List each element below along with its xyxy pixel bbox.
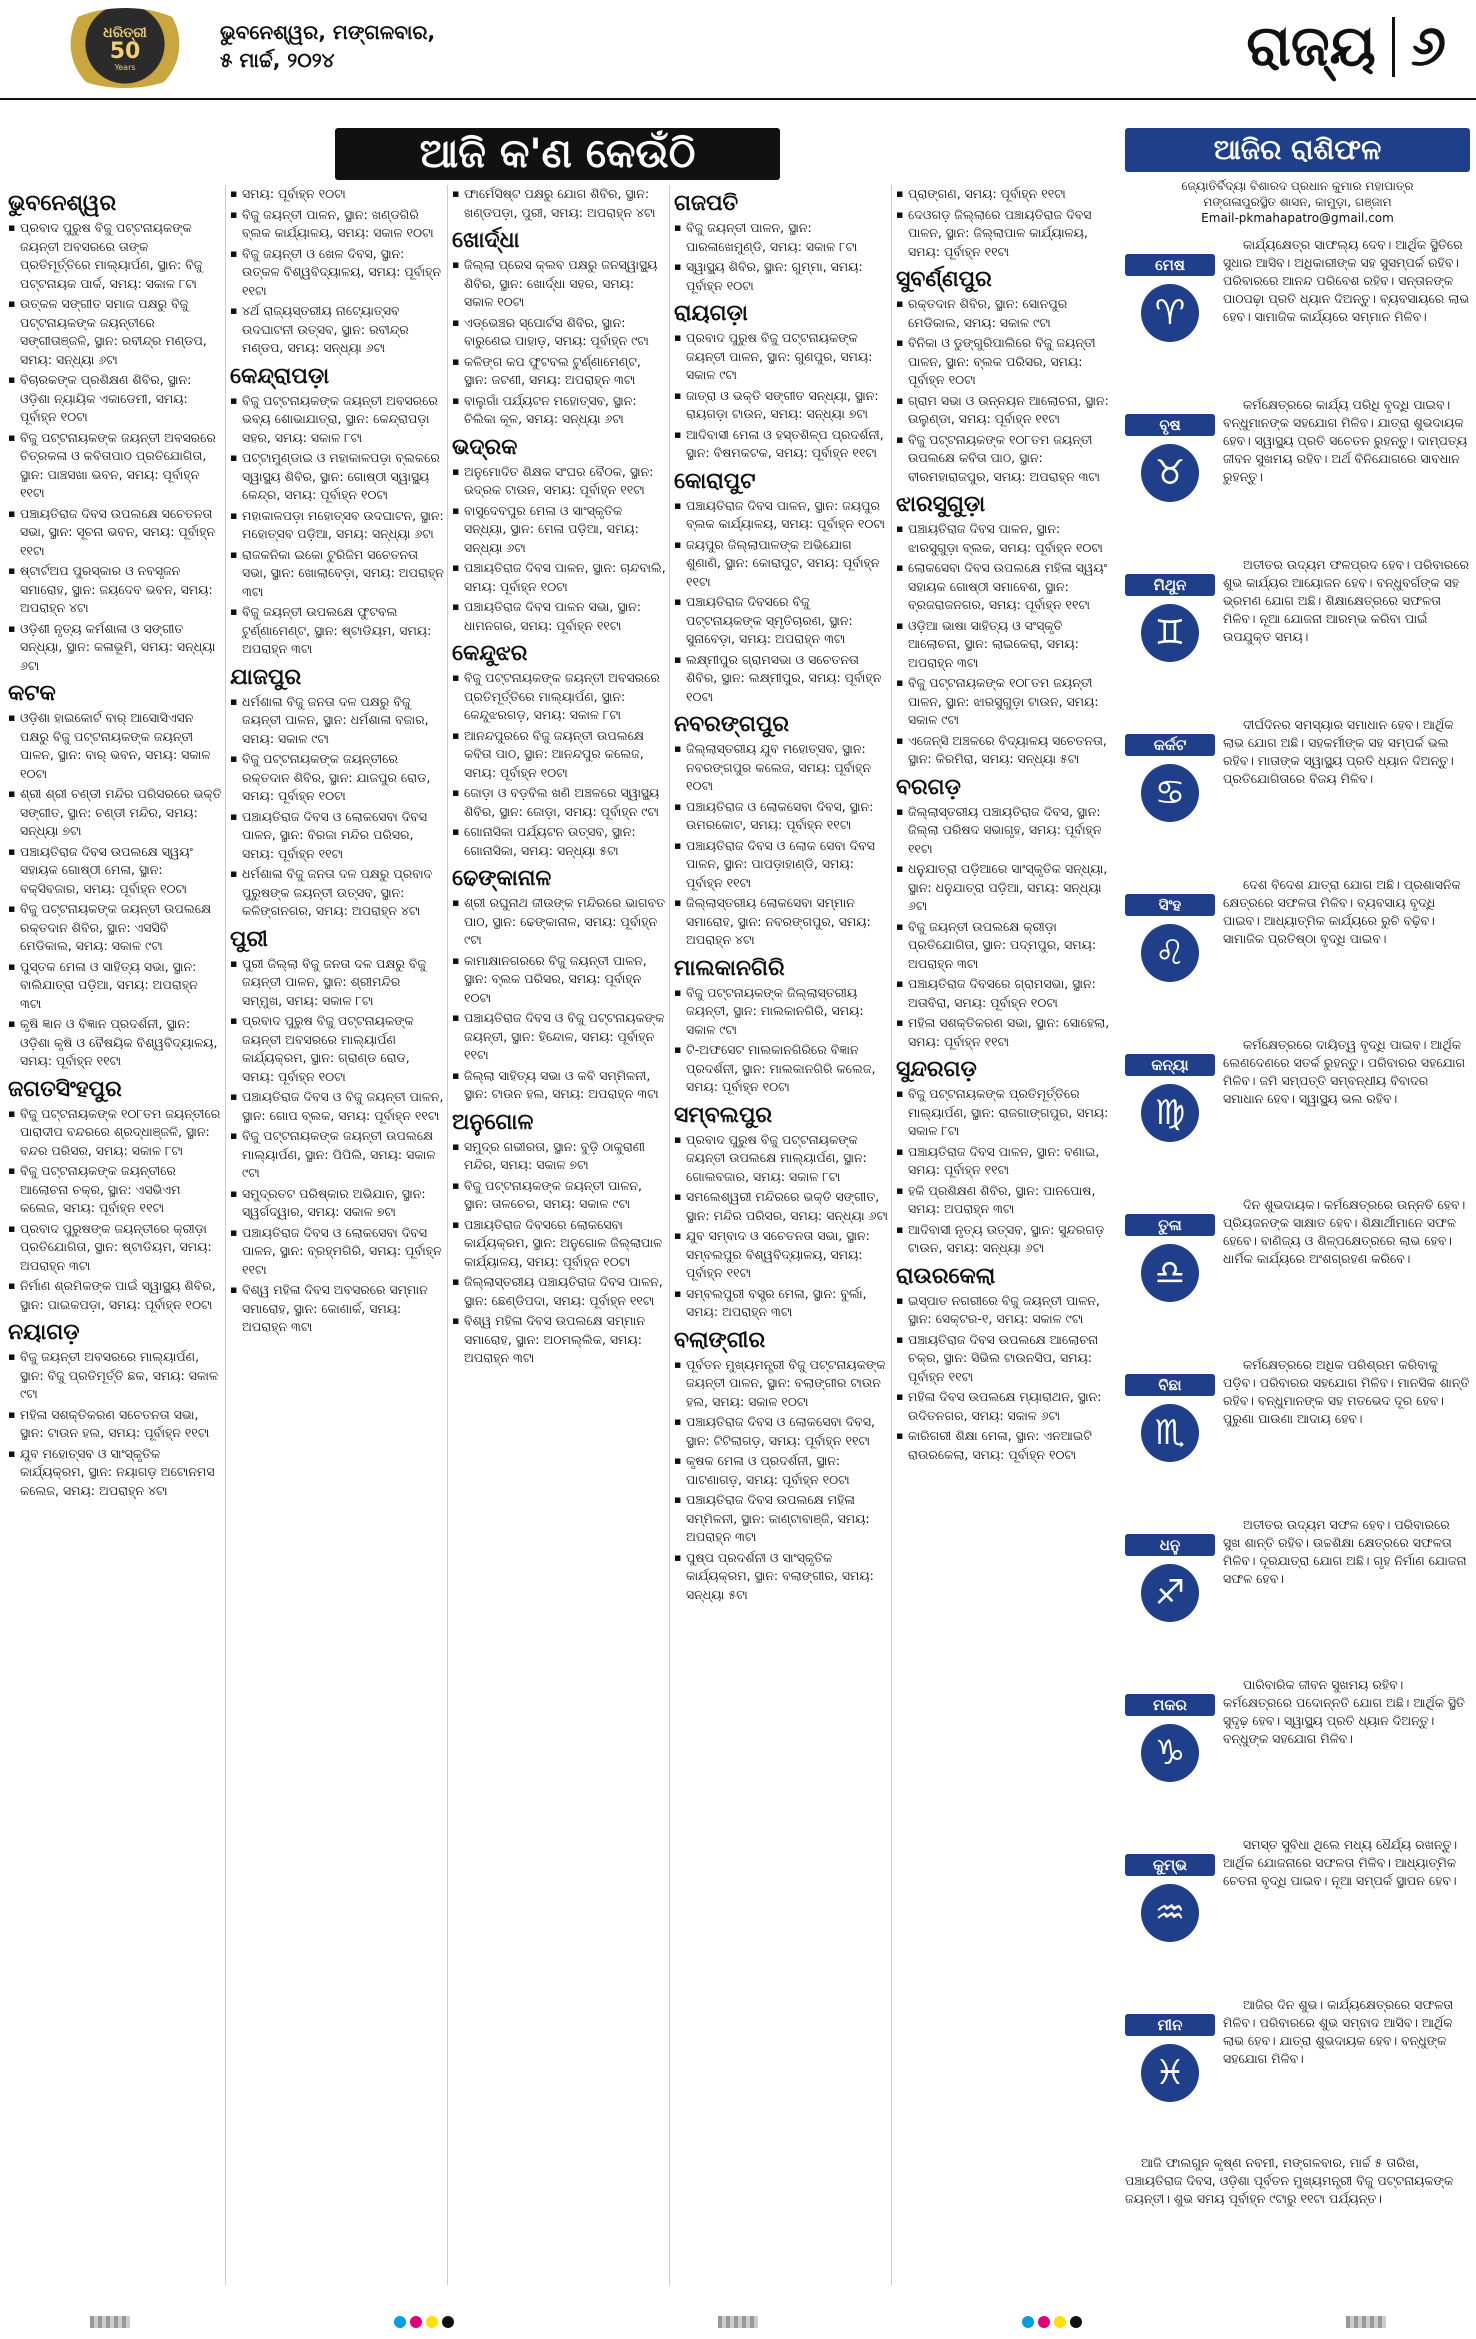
sign-prediction: ଆଜିର ଦିନ ଶୁଭ। କାର୍ଯ୍ୟକ୍ଷେତ୍ରରେ ସଫଳତା ମିଳିବ। ପରିବାରରେ ଶୁଭ ସମ୍ବାଦ ଆସିବ। ଆର୍ଥିକ ଲାଭ ହେବ। ଯାତ୍ରା ଶୁଭଦାୟକ ହେବ। ବନ୍ଧୁଙ୍କ ସହଯୋଗ ମିଳିବ।	[1223, 1997, 1454, 2066]
district-heading: ବରଗଡ଼	[896, 774, 961, 800]
event-item: ▪ ପୁସ୍ତକ ମେଳା ଓ ସାହିତ୍ୟ ସଭା, ସ୍ଥାନ: ବାଲିଯାତ୍ରା ପଡ଼ିଆ, ସମୟ: ଅପରାହ୍ନ ୩ଟା	[8, 958, 222, 1014]
print-registration-bar	[0, 2312, 1476, 2332]
event-list	[230, 693, 444, 921]
district-heading: ନୟାଗଡ଼	[8, 1320, 80, 1345]
events-banner: ଆଜି କ'ଣ କେଉଁଠି	[335, 128, 780, 180]
event-item: ▪ ହକି ପ୍ରଶିକ୍ଷଣ ଶିବିର, ସ୍ଥାନ: ପାନପୋଷ, ସମୟ: ଅପରାହ୍ନ ୩ଟା	[896, 1182, 1110, 1219]
event-item: ▪ ମହାକାଳପଡ଼ା ମହୋତ୍ସବ ଉଦଘାଟନ, ସ୍ଥାନ: ମହୋତ୍ସବ ପଡ଼ିଆ, ସମୟ: ସନ୍ଧ୍ୟା ୬ଟା	[230, 507, 444, 544]
event-list	[674, 740, 888, 950]
event-item: ▪ ଟି-ଅଫସେଟ ମାଲକାନଗିରିରେ ବିଜ୍ଞାନ ପ୍ରଦର୍ଶନୀ, ସ୍ଥାନ: ମାଲକାନଗିରି କଲେଜ, ସମୟ: ପୂର୍ବାହ୍ନ ୧୦ଟା	[674, 1041, 888, 1097]
event-item: ▪ ବିଜୁ ପଟ୍ଟନାୟକଙ୍କ ଜିଲ୍ଲାସ୍ତରୀୟ ଜୟନ୍ତୀ, ସ୍ଥାନ: ମାଲକାନଗିରି, ସମୟ: ସକାଳ ୯ଟା	[674, 984, 888, 1040]
event-list	[896, 185, 1110, 261]
event-item: ▪ ରାଜକନିକା ଇକୋ ଟୁରିଜିମ ସଚେତନତା ସଭା, ସ୍ଥାନ: ଖୋଲାବେଡ଼ା, ସମୟ: ଅପରାହ୍ନ ୩ଟା	[230, 546, 444, 602]
zodiac-icon: ♒	[1141, 1884, 1199, 1942]
events-column	[230, 185, 444, 1339]
column-divider	[669, 185, 670, 2285]
event-item: ▪ ପ୍ରବାଦ ପୁରୁଷ ବିଜୁ ପଟ୍ଟନାୟକଙ୍କ ଜୟନ୍ତୀ ଉପଲକ୍ଷେ ମାଲ୍ୟାର୍ପଣ, ସ୍ଥାନ: ଗୋଲବଜାର, ସମୟ: ସକାଳ ୮ଟା	[674, 1131, 888, 1187]
horoscope-byline	[1125, 178, 1470, 226]
district-heading: ନବରଙ୍ଗପୁର	[674, 712, 790, 737]
event-item: ▪ ଗ୍ରାମ ସଭା ଓ ଉନ୍ନୟନ ଆଲୋଚନା, ସ୍ଥାନ: ଉଲୁଣ୍ଡା, ସମୟ: ପୂର୍ବାହ୍ନ ୧୧ଟା	[896, 392, 1110, 429]
zodiac-icon: ♌	[1141, 924, 1199, 982]
event-list	[230, 392, 444, 659]
event-item: ▪ ପ୍ରବାଦ ପୁରୁଷ ବିଜୁ ପଟ୍ଟନାୟକଙ୍କ ଜୟନ୍ତୀ ପାଳନ, ସ୍ଥାନ: ଗୁଣପୁର, ସମୟ: ସକାଳ ୯ଟା	[674, 329, 888, 385]
event-item: ▪ ଉତ୍କଳ ସଙ୍ଗୀତ ସମାଜ ପକ୍ଷରୁ ବିଜୁ ପଟ୍ଟନାୟକଙ୍କ ଜୟନ୍ତୀରେ ସଙ୍ଗୀତାଞ୍ଜଳି, ସ୍ଥାନ: ରବୀନ୍ଦ୍ର ମଣ୍ଡପ, ସମୟ: ସନ୍ଧ୍ୟା ୬ଟା	[8, 295, 222, 369]
event-item: ▪ ପଞ୍ଚାୟତିରାଜ ଦିବସରେ ଲୋକସେବା କାର୍ଯ୍ୟକ୍ରମ, ସ୍ଥାନ: ଅନୁଗୋଳ ଜିଲ୍ଲାପାଳ କାର୍ଯ୍ୟାଳୟ, ସମୟ: ପୂର୍ବାହ୍ନ ୧୦ଟା	[452, 1216, 666, 1272]
event-item: ▪ ଏଜେନ୍ସି ଅଞ୍ଚଳରେ ବିଦ୍ୟାଳୟ ସଚେତନତା, ସ୍ଥାନ: କିରମିରା, ସମୟ: ସନ୍ଧ୍ୟା ୫ଟା	[896, 732, 1110, 769]
sign-badge	[1125, 1854, 1215, 1942]
horoscope-entry	[1125, 1196, 1470, 1346]
event-item: ▪ ପଞ୍ଚାୟତିରାଜ ଦିବସରେ ଗ୍ରାମସଭା, ସ୍ଥାନ: ଅତାବିରା, ସମୟ: ପୂର୍ବାହ୍ନ ୧୦ଟା	[896, 975, 1110, 1012]
event-item: ▪ ପଞ୍ଚାୟତିରାଜ ଦିବସ ପାଳନ, ସ୍ଥାନ: ଜୟପୁର ବ୍ଲକ କାର୍ଯ୍ୟାଳୟ, ସମୟ: ପୂର୍ବାହ୍ନ ୧୦ଟା	[674, 497, 888, 534]
event-item: ▪ ଲକ୍ଷ୍ମୀପୁର ଗ୍ରାମସଭା ଓ ସଚେତନତା ଶିବିର, ସ୍ଥାନ: ଲକ୍ଷ୍ମୀପୁର, ସମୟ: ପୂର୍ବାହ୍ନ ୧୦ଟା	[674, 651, 888, 707]
event-item: ▪ ପଞ୍ଚାୟତିରାଜ ଓ ଲୋକସେବା ଦିବସ, ସ୍ଥାନ: ଉମରକୋଟ, ସମୟ: ପୂର୍ବାହ୍ନ ୧୧ଟା	[674, 798, 888, 835]
astrologer-name: ଜ୍ୟୋତିର୍ବିଦ୍ୟା ବିଶାରଦ ପ୍ରଧାନ କୁମାର ମହାପାତ୍ର	[1181, 179, 1414, 193]
dateline-date: ୫ ମାର୍ଚ୍ଚ, ୨୦୨୪	[220, 48, 335, 72]
events-column	[8, 185, 222, 1502]
zodiac-icon: ♍	[1141, 1084, 1199, 1142]
event-item: ▪ ପଞ୍ଚାୟତିରାଜ ଦିବସ ପାଳନ, ସ୍ଥାନ: ଝାରସୁଗୁଡ଼ା ବ୍ଲକ, ସମୟ: ପୂର୍ବାହ୍ନ ୧୦ଟା	[896, 520, 1110, 557]
event-item: ▪ ଯୁବ ମହୋତ୍ସବ ଓ ସାଂସ୍କୃତିକ କାର୍ଯ୍ୟକ୍ରମ, ସ୍ଥାନ: ନୟାଗଡ଼ ଅଟୋନମସ କଲେଜ, ସମୟ: ଅପରାହ୍ନ ୪ଟା	[8, 1445, 222, 1501]
event-item: ▪ ପ୍ରବାଦ ପୁରୁଷଙ୍କ ଜୟନ୍ତୀରେ କ୍ରୀଡ଼ା ପ୍ରତିଯୋଗିତା, ସ୍ଥାନ: ଷ୍ଟାଡିୟମ, ସମୟ: ଅପରାହ୍ନ ୩ଟା	[8, 1220, 222, 1276]
sign-name: ସିଂହ	[1125, 894, 1215, 916]
horoscope-signs	[1125, 236, 1470, 2146]
event-item: ▪ ପଞ୍ଚାୟତିରାଜ ଦିବସ ଓ ବିଜୁ ଜୟନ୍ତୀ ପାଳନ, ସ୍ଥାନ: ଗୋପ ବ୍ଲକ, ସମୟ: ପୂର୍ବାହ୍ନ ୧୧ଟା	[230, 1088, 444, 1125]
event-list	[674, 497, 888, 707]
event-item: ▪ ଫାର୍ମେସିଷ୍ଟ ପକ୍ଷରୁ ଯୋଗ ଶିବିର, ସ୍ଥାନ: ଖଣ୍ଡପଡ଼ା, ପୁରୀ, ସମୟ: ଅପରାହ୍ନ ୪ଟା	[452, 185, 666, 222]
event-item: ▪ ଧର୍ମଶାଳା ବିଜୁ ଜନତା ଦଳ ପକ୍ଷରୁ ବିଜୁ ଜୟନ୍ତୀ ପାଳନ, ସ୍ଥାନ: ଧର୍ମଶାଳା ବଜାର, ସମୟ: ସକାଳ ୯ଟା	[230, 693, 444, 749]
event-list	[674, 1356, 888, 1605]
events-column	[674, 185, 888, 1606]
section-title: ରାଜ୍ୟ	[1246, 14, 1376, 79]
astrologer-email: Email-pkmahapatro@gmail.com	[1201, 211, 1394, 225]
zodiac-icon: ♓	[1141, 2044, 1199, 2102]
header-divider	[1392, 17, 1395, 77]
district-heading: କେନ୍ଦୁଝର	[452, 641, 528, 666]
event-list	[674, 1131, 888, 1322]
event-item: ▪ ସମୁଦ୍ର ଗଭୀରତା, ସ୍ଥାନ: ବୁଡ଼ି ଠାକୁରାଣୀ ମନ୍ଦିର, ସମୟ: ସକାଳ ୭ଟା	[452, 1138, 666, 1175]
event-list	[230, 955, 444, 1337]
sign-name: ମୀନ	[1125, 2014, 1215, 2036]
event-item: ▪ ଓଡ଼ିଆ ଭାଷା ସାହିତ୍ୟ ଓ ସଂସ୍କୃତି ଆଲୋଚନା, ସ୍ଥାନ: ଲାଇକେରା, ସମୟ: ଅପରାହ୍ନ ୩ଟା	[896, 617, 1110, 673]
district-heading: କେନ୍ଦ୍ରାପଡ଼ା	[230, 363, 330, 389]
event-item: ▪ ଜାତ୍ରା ଓ ଭକ୍ତି ସଙ୍ଗୀତ ସନ୍ଧ୍ୟା, ସ୍ଥାନ: ରାୟଗଡ଼ା ଟାଉନ, ସମୟ: ସନ୍ଧ୍ୟା ୭ଟା	[674, 387, 888, 424]
event-item: ▪ ପଞ୍ଚାୟତିରାଜ ଦିବସରେ ବିଜୁ ପଟ୍ଟନାୟକଙ୍କ ସ୍ମୃତିଚାରଣ, ସ୍ଥାନ: ସୁନାବେଡ଼ା, ସମୟ: ଅପରାହ୍ନ ୩ଟା	[674, 593, 888, 649]
event-list	[452, 894, 666, 1104]
event-item: ▪ ବିଚାରକଙ୍କ ପ୍ରଶିକ୍ଷଣ ଶିବିର, ସ୍ଥାନ: ଓଡ଼ିଶା ନ୍ୟାୟିକ ଏକାଡେମୀ, ସମୟ: ପୂର୍ବାହ୍ନ ୧୦ଟା	[8, 371, 222, 427]
event-item: ▪ ପୂର୍ବତନ ମୁଖ୍ୟମନ୍ତ୍ରୀ ବିଜୁ ପଟ୍ଟନାୟକଙ୍କ ଜୟନ୍ତୀ ପାଳନ, ସ୍ଥାନ: ବଲାଙ୍ଗୀର ଟାଉନ ହଲ, ସମୟ: ସକାଳ ୧୦ଟା	[674, 1356, 888, 1412]
sign-name: କନ୍ୟା	[1125, 1054, 1215, 1076]
district-heading: ରାଉରକେଲା	[896, 1263, 996, 1289]
sign-badge	[1125, 414, 1215, 502]
event-item: ▪ ସମଲେଶ୍ୱରୀ ମନ୍ଦିରରେ ଭକ୍ତି ସଙ୍ଗୀତ, ସ୍ଥାନ: ମନ୍ଦିର ପରିସର, ସମୟ: ସନ୍ଧ୍ୟା ୬ଟା	[674, 1188, 888, 1225]
dateline-place: ଭୁବନେଶ୍ୱର, ମଙ୍ଗଳବାର,	[220, 20, 436, 44]
event-item: ▪ ସମ୍ବଲପୁରୀ ବସ୍ତ୍ର ମେଳା, ସ୍ଥାନ: ବୁର୍ଲା, ସମୟ: ଅପରାହ୍ନ ୩ଟା	[674, 1285, 888, 1322]
sign-name: ଧନୁ	[1125, 1534, 1215, 1556]
event-item: ▪ ବିଜୁ ପଟ୍ଟନାୟକଙ୍କ ଜୟନ୍ତୀ ପାଳନ, ସ୍ଥାନ: ତାଳଚେର, ସମୟ: ସକାଳ ୯ଟା	[452, 1177, 666, 1214]
zodiac-icon: ♈	[1141, 284, 1199, 342]
district-heading: ଝାରସୁଗୁଡ଼ା	[896, 492, 986, 517]
sign-name: ତୁଳା	[1125, 1214, 1215, 1236]
event-item: ▪ ଧର୍ମଶାଳା ବିଜୁ ଜନତା ଦଳ ପକ୍ଷରୁ ପ୍ରବାଦ ପୁରୁଷଙ୍କ ଜୟନ୍ତୀ ଉତ୍ସବ, ସ୍ଥାନ: କଳିଙ୍ଗନଗର, ସମୟ: ଅପରାହ୍ନ ୪ଟା	[230, 865, 444, 921]
sign-badge	[1125, 1214, 1215, 1302]
event-item: ▪ ରକ୍ତଦାନ ଶିବିର, ସ୍ଥାନ: ସୋନପୁର ମେଡିକାଲ, ସମୟ: ସକାଳ ୯ଟା	[896, 295, 1110, 332]
event-list	[452, 463, 666, 636]
zodiac-icon: ♊	[1141, 604, 1199, 662]
seal-number: 50	[109, 38, 141, 64]
event-list	[896, 803, 1110, 1052]
event-item: ▪ ପଞ୍ଚାୟତିରାଜ ଦିବସ ଉପଲକ୍ଷେ ସ୍ୱୟଂ ସହାୟକ ଗୋଷ୍ଠୀ ମେଳା, ସ୍ଥାନ: ବକ୍ସିବଜାର, ସମୟ: ପୂର୍ବାହ୍ନ ୧୦ଟା	[8, 843, 222, 899]
event-item: ▪ ବିଜୁ ପଟ୍ଟନାୟକଙ୍କ ଜୟନ୍ତୀ ଅବସରରେ ଭବ୍ୟ ଶୋଭାଯାତ୍ରା, ସ୍ଥାନ: କେନ୍ଦ୍ରାପଡ଼ା ସହର, ସମୟ: ସକାଳ ୮ଟା	[230, 392, 444, 448]
event-item: ▪ ବିଜୁ ପଟ୍ଟନାୟକଙ୍କ ୧୦୮ତମ ଜୟନ୍ତୀରେ ପାରାଦୀପ ବନ୍ଦରରେ ଶ୍ରଦ୍ଧାଞ୍ଜଳି, ସ୍ଥାନ: ବନ୍ଦର ପରିସର, ସମୟ: ସକାଳ ୮ଟା	[8, 1105, 222, 1161]
zodiac-icon: ♑	[1141, 1724, 1199, 1782]
almanac-note: ଆଜି ଫାଲଗୁନ କୃଷ୍ଣ ନବମୀ, ମଙ୍ଗଳବାର, ମାର୍ଚ୍ଚ ୫ ତାରିଖ, ପଞ୍ଚାୟତିରାଜ ଦିବସ, ଓଡ଼ିଶା ପୂର୍ବତନ ମୁଖ୍ୟମନ୍ତ୍ରୀ ବିଜୁ ପଟ୍ଟନାୟକଙ୍କ ଜୟନ୍ତୀ। ଶୁଭ ସମୟ ପୂର୍ବାହ୍ନ ୯ଟାରୁ ୧୧ଟା ପର୍ଯ୍ୟନ୍ତ।	[1125, 2155, 1454, 2206]
event-item: ▪ ଅନୁମୋଦିତ ଶିକ୍ଷକ ସଂଘର ବୈଠକ, ସ୍ଥାନ: ଭଦ୍ରକ ଟାଉନ, ସମୟ: ପୂର୍ବାହ୍ନ ୧୧ଟା	[452, 463, 666, 500]
events-column	[896, 185, 1110, 1466]
event-item: ▪ ସମୟ: ପୂର୍ବାହ୍ନ ୧୦ଟା	[230, 185, 444, 204]
sign-prediction: କର୍ମକ୍ଷେତ୍ରରେ କାର୍ଯ୍ୟ ପରିଧି ବୃଦ୍ଧି ପାଇବ। ବନ୍ଧୁମାନଙ୍କ ସହଯୋଗ ମିଳିବ। ଯାତ୍ରା ଶୁଭଦାୟକ ହେବ। ସ୍ୱାସ୍ଥ୍ୟ ପ୍ରତି ସଚେତନ ରୁହନ୍ତୁ। ଦାମ୍ପତ୍ୟ ଜୀବନ ସୁଖମୟ ରହିବ। ଅର୍ଥ ବିନିଯୋଗରେ ସାବଧାନ ରୁହନ୍ତୁ।	[1223, 397, 1468, 484]
event-item: ▪ ବିଜୁ ପଟ୍ଟନାୟକଙ୍କ ଜୟନ୍ତୀରେ ରକ୍ତଦାନ ଶିବିର, ସ୍ଥାନ: ଯାଜପୁର ରୋଡ, ସମୟ: ପୂର୍ବାହ୍ନ ୧୦ଟା	[230, 750, 444, 806]
event-item: ▪ ବିଜୁ ପଟ୍ଟନାୟକଙ୍କ ୧୦୮ତମ ଜୟନ୍ତୀ ପାଳନ, ସ୍ଥାନ: ଝାରସୁଗୁଡ଼ା ଟାଉନ, ସମୟ: ସକାଳ ୯ଟା	[896, 674, 1110, 730]
event-list	[674, 219, 888, 295]
event-item: ▪ ଧନୁଯାତ୍ରା ପଡ଼ିଆରେ ସାଂସ୍କୃତିକ ସନ୍ଧ୍ୟା, ସ୍ଥାନ: ଧନୁଯାତ୍ରା ପଡ଼ିଆ, ସମୟ: ସନ୍ଧ୍ୟା ୬ଟା	[896, 860, 1110, 916]
event-item: ▪ ବାସୁଦେବପୁର ମେଳା ଓ ସାଂସ୍କୃତିକ ସନ୍ଧ୍ୟା, ସ୍ଥାନ: ମେଳା ପଡ଼ିଆ, ସମୟ: ସନ୍ଧ୍ୟା ୬ଟା	[452, 502, 666, 558]
anniversary-seal	[50, 8, 200, 88]
registration-gray	[90, 2316, 130, 2328]
sign-badge	[1125, 254, 1215, 342]
district-heading: ଖୋର୍ଦ୍ଧା	[452, 228, 520, 253]
horoscope-entry	[1125, 876, 1470, 1026]
event-list	[452, 256, 666, 429]
event-list	[896, 520, 1110, 769]
sign-prediction: ଅତୀତର ଉଦ୍ୟମ ସଫଳ ହେବ। ପରିବାରରେ ସୁଖ ଶାନ୍ତି ରହିବ। ଉଚ୍ଚଶିକ୍ଷା କ୍ଷେତ୍ରରେ ସଫଳତା ମିଳିବ। ଦୂରଯାତ୍ରା ଯୋଗ ଅଛି। ଗୃହ ନିର୍ମାଣ ଯୋଜନା ସଫଳ ହେବ।	[1223, 1517, 1467, 1586]
event-item: ▪ ଜିଲ୍ଲା ସାହିତ୍ୟ ସଭା ଓ କବି ସମ୍ମିଳନୀ, ସ୍ଥାନ: ଟାଉନ ହଲ, ସମୟ: ଅପରାହ୍ନ ୩ଟା	[452, 1067, 666, 1104]
sign-prediction: କର୍ମକ୍ଷେତ୍ରରେ ଅଧିକ ପରିଶ୍ରମ କରିବାକୁ ପଡ଼ିବ। ପରିବାରର ସହଯୋଗ ମିଳିବ। ମାନସିକ ଶାନ୍ତି ରହିବ। ବନ୍ଧୁମାନଙ୍କ ସହ ମତଭେଦ ଦୂର ହେବ। ପୁରୁଣା ପାଉଣା ଆଦାୟ ହେବ।	[1223, 1357, 1470, 1426]
event-item: ▪ ପଞ୍ଚାୟତିରାଜ ଦିବସ ଉପଲକ୍ଷେ ମହିଳା ସମ୍ମିଳନୀ, ସ୍ଥାନ: କାଣ୍ଟାବାଞ୍ଜି, ସମୟ: ଅପରାହ୍ନ ୩ଟା	[674, 1491, 888, 1547]
event-item: ▪ ବିଶ୍ୱ ମହିଳା ଦିବସ ଉପଲକ୍ଷେ ସମ୍ମାନ ସମାରୋହ, ସ୍ଥାନ: ଅଠମଲ୍ଲିକ, ସମୟ: ଅପରାହ୍ନ ୩ଟା	[452, 1312, 666, 1368]
event-item: ▪ ଓଡ଼ିଶା ହାଇକୋର୍ଟ ବାର୍ ଆସୋସିଏସନ ପକ୍ଷରୁ ବିଜୁ ପଟ୍ଟନାୟକଙ୍କ ଜୟନ୍ତୀ ପାଳନ, ସ୍ଥାନ: ବାର୍ ଭବନ, ସମୟ: ସକାଳ ୧୦ଟା	[8, 709, 222, 783]
event-item: ▪ ପ୍ରାଙ୍ଗଣ, ସମୟ: ପୂର୍ବାହ୍ନ ୧୧ଟା	[896, 185, 1110, 204]
event-item: ▪ ଲୋକସେବା ଦିବସ ଉପଲକ୍ଷେ ମହିଳା ସ୍ୱୟଂ ସହାୟକ ଗୋଷ୍ଠୀ ସମାବେଶ, ସ୍ଥାନ: ବ୍ରଜରାଜନଗର, ସମୟ: ପୂର୍ବାହ୍ନ ୧୧ଟା	[896, 559, 1110, 615]
event-list	[8, 709, 222, 1071]
registration-gray	[718, 2316, 758, 2328]
sign-name: ମକର	[1125, 1694, 1215, 1716]
sign-badge	[1125, 1054, 1215, 1142]
event-item: ▪ ବିଜୁ ଜୟନ୍ତୀ ଅବସରରେ ମାଲ୍ୟାର୍ପଣ, ସ୍ଥାନ: ବିଜୁ ପ୍ରତିମୂର୍ତ୍ତି ଛକ, ସମୟ: ସକାଳ ୯ଟା	[8, 1348, 222, 1404]
horoscope-entry	[1125, 1356, 1470, 1506]
event-item: ▪ ବିଜୁ ଜୟନ୍ତୀ ଉପଲକ୍ଷେ କ୍ରୀଡ଼ା ପ୍ରତିଯୋଗିତା, ସ୍ଥାନ: ପଦ୍ମପୁର, ସମୟ: ଅପରାହ୍ନ ୩ଟା	[896, 918, 1110, 974]
horoscope-entry	[1125, 1996, 1470, 2146]
event-list	[452, 1138, 666, 1368]
event-item: ▪ ପଞ୍ଚାୟତିରାଜ ଦିବସ ଉପଲକ୍ଷେ ସଚେତନତା ସଭା, ସ୍ଥାନ: ସୂଚନା ଭବନ, ସମୟ: ପୂର୍ବାହ୍ନ ୧୧ଟା	[8, 505, 222, 561]
sign-name: କୁମ୍ଭ	[1125, 1854, 1215, 1876]
registration-gray	[1346, 2316, 1386, 2328]
event-item: ▪ ୪ର୍ଥ ରାଜ୍ୟସ୍ତରୀୟ ନାଟ୍ୟୋତ୍ସବ ଉଦଘାଟନୀ ଉତ୍ସବ, ସ୍ଥାନ: ରବୀନ୍ଦ୍ର ମଣ୍ଡପ, ସମୟ: ସନ୍ଧ୍ୟା ୬ଟା	[230, 302, 444, 358]
district-heading: ସୁବର୍ଣ୍ଣପୁର	[896, 267, 992, 292]
sign-prediction: ଅତୀତର ଉଦ୍ୟମ ଫଳପ୍ରଦ ହେବ। ପରିବାରରେ ଶୁଭ କାର୍ଯ୍ୟର ଆୟୋଜନ ହେବ। ବନ୍ଧୁବର୍ଗଙ୍କ ସହ ଭ୍ରମଣ ଯୋଗ ଅଛି। ଶିକ୍ଷାକ୍ଷେତ୍ରରେ ସଫଳତା ମିଳିବ। ନୂଆ ଯୋଜନା ଆରମ୍ଭ କରିବା ପାଇଁ ଉପଯୁକ୍ତ ସମୟ।	[1223, 557, 1470, 644]
event-item: ▪ କାମାକ୍ଷାନଗରରେ ବିଜୁ ଜୟନ୍ତୀ ପାଳନ, ସ୍ଥାନ: ବ୍ଲକ ପରିସର, ସମୟ: ପୂର୍ବାହ୍ନ ୧୦ଟା	[452, 952, 666, 1008]
sign-badge	[1125, 894, 1215, 982]
event-item: ▪ ଯୁବ ସମ୍ବାଦ ଓ ସଚେତନତା ସଭା, ସ୍ଥାନ: ସମ୍ବଲପୁର ବିଶ୍ୱବିଦ୍ୟାଳୟ, ସମୟ: ପୂର୍ବାହ୍ନ ୧୧ଟା	[674, 1227, 888, 1283]
event-item: ▪ ପଟ୍ଟାମୁଣ୍ଡାଇ ଓ ମହାକାଳପଡ଼ା ବ୍ଲକରେ ସ୍ୱାସ୍ଥ୍ୟ ଶିବିର, ସ୍ଥାନ: ଗୋଷ୍ଠୀ ସ୍ୱାସ୍ଥ୍ୟ କେନ୍ଦ୍ର, ସମୟ: ପୂର୍ବାହ୍ନ ୧୦ଟା	[230, 449, 444, 505]
event-item: ▪ ଜୋଡ଼ା ଓ ବଡ଼ବିଲ ଖଣି ଅଞ୍ଚଳରେ ସ୍ୱାସ୍ଥ୍ୟ ଶିବିର, ସ୍ଥାନ: ଜୋଡ଼ା, ସମୟ: ପୂର୍ବାହ୍ନ ୯ଟା	[452, 784, 666, 821]
sign-prediction: ପାରିବାରିକ ଜୀବନ ସୁଖମୟ ରହିବ। କର୍ମକ୍ଷେତ୍ରରେ ପଦୋନ୍ନତି ଯୋଗ ଅଛି। ଆର୍ଥିକ ସ୍ଥିତି ସୁଦୃଢ଼ ହେବ। ସ୍ୱାସ୍ଥ୍ୟ ପ୍ରତି ଧ୍ୟାନ ଦିଅନ୍ତୁ। ବନ୍ଧୁଙ୍କ ସହଯୋଗ ମିଳିବ।	[1223, 1677, 1465, 1746]
zodiac-icon: ♏	[1141, 1404, 1199, 1462]
color-dots	[1022, 2316, 1082, 2328]
sign-name: କର୍କଟ	[1125, 734, 1215, 756]
event-item: ▪ ପଞ୍ଚାୟତିରାଜ ଦିବସ ଓ ଲୋକସେବା ଦିବସ ପାଳନ, ସ୍ଥାନ: ବିରଜା ମନ୍ଦିର ପରିସର, ସମୟ: ପୂର୍ବାହ୍ନ ୧୧ଟା	[230, 808, 444, 864]
horoscope-entry	[1125, 236, 1470, 386]
horoscope-entry	[1125, 1836, 1470, 1986]
zodiac-icon: ♎	[1141, 1244, 1199, 1302]
event-item: ▪ କୃଷି ଜ୍ଞାନ ଓ ବିଜ୍ଞାନ ପ୍ରଦର୍ଶନୀ, ସ୍ଥାନ: ଓଡ଼ିଶା କୃଷି ଓ ବୈଷୟିକ ବିଶ୍ୱବିଦ୍ୟାଳୟ, ସମୟ: ପୂର୍ବାହ୍ନ ୧୧ଟା	[8, 1015, 222, 1071]
event-item: ▪ ଜିଲ୍ଲାସ୍ତରୀୟ ଯୁବ ମହୋତ୍ସବ, ସ୍ଥାନ: ନବରଙ୍ଗପୁର କଲେଜ, ସମୟ: ପୂର୍ବାହ୍ନ ୧୦ଟା	[674, 740, 888, 796]
sign-name: ମେଷ	[1125, 254, 1215, 276]
event-list	[896, 1292, 1110, 1465]
event-item: ▪ ବିଜୁ ପଟ୍ଟନାୟକଙ୍କ ଜୟନ୍ତୀ ଉପଲକ୍ଷେ ମାଲ୍ୟାର୍ପଣ, ସ୍ଥାନ: ପିପିଲି, ସମୟ: ସକାଳ ୯ଟା	[230, 1127, 444, 1183]
event-item: ▪ ଦେଓଗଡ଼ ଜିଲ୍ଲାରେ ପଞ୍ଚାୟତିରାଜ ଦିବସ ପାଳନ, ସ୍ଥାନ: ଜିଲ୍ଲାପାଳ କାର୍ଯ୍ୟାଳୟ, ସମୟ: ପୂର୍ବାହ୍ନ ୧୧ଟା	[896, 206, 1110, 262]
event-item: ▪ ପୁଷ୍ପ ପ୍ରଦର୍ଶନୀ ଓ ସାଂସ୍କୃତିକ କାର୍ଯ୍ୟକ୍ରମ, ସ୍ଥାନ: ବଲାଙ୍ଗୀର, ସମୟ: ସନ୍ଧ୍ୟା ୫ଟା	[674, 1549, 888, 1605]
event-item: ▪ ପୁରୀ ଜିଲ୍ଲା ବିଜୁ ଜନତା ଦଳ ପକ୍ଷରୁ ବିଜୁ ଜୟନ୍ତୀ ପାଳନ, ସ୍ଥାନ: ଶ୍ରୀମନ୍ଦିର ସମ୍ମୁଖ, ସମୟ: ସକାଳ ୮ଟା	[230, 955, 444, 1011]
horoscope-entry	[1125, 1676, 1470, 1826]
event-item: ▪ ବିଜୁ ପଟ୍ଟନାୟକଙ୍କ ଜୟନ୍ତୀ ଉପଲକ୍ଷେ ରକ୍ତଦାନ ଶିବିର, ସ୍ଥାନ: ଏସସିବି ମେଡିକାଲ, ସମୟ: ସକାଳ ୯ଟା	[8, 900, 222, 956]
event-item: ▪ ବିଜୁ ପଟ୍ଟନାୟକଙ୍କ ଜୟନ୍ତୀ ଅବସରରେ ଚିତ୍ରକଳା ଓ କବିତାପାଠ ପ୍ରତିଯୋଗିତା, ସ୍ଥାନ: ପାଞ୍ଚସଖା ଭବନ, ସମୟ: ପୂର୍ବାହ୍ନ ୧୧ଟା	[8, 429, 222, 503]
district-heading: ପୁରୀ	[230, 926, 268, 952]
sign-prediction: କାର୍ଯ୍ୟକ୍ଷେତ୍ର ସାଫଲ୍ୟ ଦେବ। ଆର୍ଥିକ ସ୍ଥିତିରେ ସୁଧାର ଆସିବ। ଅଧିକାରୀଙ୍କ ସହ ସୁସମ୍ପର୍କ ରହିବ। ପରିବାରରେ ଆନନ୍ଦ ପରିବେଶ ରହିବ। ସନ୍ତାନଙ୍କ ପାଠପଢ଼ା ପ୍ରତି ଧ୍ୟାନ ଦିଅନ୍ତୁ। ବ୍ୟବସାୟରେ ଲାଭ ହେବ। ସାମାଜିକ କାର୍ଯ୍ୟରେ ସମ୍ମାନ ମିଳିବ।	[1223, 237, 1470, 324]
event-item: ▪ ପଞ୍ଚାୟତିରାଜ ଦିବସ ଓ ଲୋକସେବା ଦିବସ ପାଳନ, ସ୍ଥାନ: ବ୍ରହ୍ମଗିରି, ସମୟ: ପୂର୍ବାହ୍ନ ୧୧ଟା	[230, 1224, 444, 1280]
district-heading: ଗଜପତି	[674, 191, 739, 216]
event-item: ▪ ବିଜୁ ପଟ୍ଟନାୟକଙ୍କ ୧୦୮ତମ ଜୟନ୍ତୀ ଉପଲକ୍ଷେ କବିତା ପାଠ, ସ୍ଥାନ: ବୀରମହାରାଜପୁର, ସମୟ: ଅପରାହ୍ନ ୩ଟା	[896, 431, 1110, 487]
district-heading: ବଲାଙ୍ଗୀର	[674, 1327, 766, 1353]
event-item: ▪ ଏଡ୍ଭେଞ୍ଚର ସ୍ପୋର୍ଟସ ଶିବିର, ସ୍ଥାନ: ବାରୁଣେଇ ପାହାଡ଼, ସମୟ: ପୂର୍ବାହ୍ନ ୯ଟା	[452, 314, 666, 351]
district-heading: ଯାଜପୁର	[230, 664, 302, 690]
sign-prediction: ସମସ୍ତ ସୁବିଧା ଥିଲେ ମଧ୍ୟ ଧୈର୍ଯ୍ୟ ରଖନ୍ତୁ। ଆର୍ଥିକ ଯୋଜନାରେ ସଫଳତା ମିଳିବ। ଆଧ୍ୟାତ୍ମିକ ଚେତନା ବୃଦ୍ଧି ପାଇବ। ନୂଆ ସମ୍ପର୍କ ସ୍ଥାପନ ହେବ।	[1223, 1837, 1458, 1888]
event-item: ▪ ଷ୍ଟାର୍ଟଅପ ପୁରସ୍କାର ଓ ନବସୃଜନ ସମାରୋହ, ସ୍ଥାନ: ଜୟଦେବ ଭବନ, ସମୟ: ଅପରାହ୍ନ ୪ଟା	[8, 562, 222, 618]
event-item: ▪ ଜିଲ୍ଲାସ୍ତରୀୟ ଲୋକସେବା ସମ୍ମାନ ସମାରୋହ, ସ୍ଥାନ: ନବରଙ୍ଗପୁର, ସମୟ: ଅପରାହ୍ନ ୪ଟା	[674, 894, 888, 950]
event-item: ▪ ଆଦିବାସୀ ନୃତ୍ୟ ଉତ୍ସବ, ସ୍ଥାନ: ସୁନ୍ଦରଗଡ଼ ଟାଉନ, ସମୟ: ସନ୍ଧ୍ୟା ୬ଟା	[896, 1221, 1110, 1258]
event-item: ▪ ପଞ୍ଚାୟତିରାଜ ଦିବସ ଉପଲକ୍ଷେ ଆଲୋଚନା ଚକ୍ର, ସ୍ଥାନ: ସିଭିଲ ଟାଉନସିପ, ସମୟ: ପୂର୍ବାହ୍ନ ୧୧ଟା	[896, 1331, 1110, 1387]
column-divider	[447, 185, 448, 2285]
sign-name: ବିଛା	[1125, 1374, 1215, 1396]
event-item: ▪ ନିର୍ମାଣ ଶ୍ରମିକଙ୍କ ପାଇଁ ସ୍ୱାସ୍ଥ୍ୟ ଶିବିର, ସ୍ଥାନ: ପାଇକପଡ଼ା, ସମୟ: ପୂର୍ବାହ୍ନ ୧୦ଟା	[8, 1277, 222, 1314]
event-item: ▪ ଇସ୍ପାତ ନଗରୀରେ ବିଜୁ ଜୟନ୍ତୀ ପାଳନ, ସ୍ଥାନ: ସେକ୍ଟର-୧, ସମୟ: ସକାଳ ୯ଟା	[896, 1292, 1110, 1329]
event-item: ▪ ବିଜୁ ପଟ୍ଟନାୟକଙ୍କ ଜୟନ୍ତୀରେ ଆଲୋଚନା ଚକ୍ର, ସ୍ଥାନ: ଏସଭିଏମ କଲେଜ, ସମୟ: ପୂର୍ବାହ୍ନ ୧୧ଟା	[8, 1162, 222, 1218]
sign-name: ବୃଷ	[1125, 414, 1215, 436]
event-item: ▪ ସ୍ୱାସ୍ଥ୍ୟ ଶିବିର, ସ୍ଥାନ: ଗୁମ୍ମା, ସମୟ: ପୂର୍ବାହ୍ନ ୧୦ଟା	[674, 258, 888, 295]
event-item: ▪ ବିଜୁ ଜୟନ୍ତୀ ପାଳନ, ସ୍ଥାନ: ପାରଳାଖେମୁଣ୍ଡି, ସମୟ: ସକାଳ ୮ଟା	[674, 219, 888, 256]
district-heading: କୋରାପୁଟ	[674, 468, 756, 494]
horoscope-entry	[1125, 556, 1470, 706]
events-column	[452, 185, 666, 1370]
event-item: ▪ ଓଡ଼ିଶୀ ନୃତ୍ୟ କର୍ମଶାଳା ଓ ସଙ୍ଗୀତ ସନ୍ଧ୍ୟା, ସ୍ଥାନ: କଳାଭୂମି, ସମୟ: ସନ୍ଧ୍ୟା ୬ଟା	[8, 620, 222, 676]
event-item: ▪ ଆନନ୍ଦପୁରରେ ବିଜୁ ଜୟନ୍ତୀ ଉପଲକ୍ଷେ କବିତା ପାଠ, ସ୍ଥାନ: ଆନନ୍ଦପୁର କଲେଜ, ସମୟ: ପୂର୍ବାହ୍ନ ୧୦ଟା	[452, 727, 666, 783]
district-heading: ଅନୁଗୋଳ	[452, 1109, 534, 1135]
event-item: ▪ ମହିଳା ସଶକ୍ତିକରଣ ସଚେତନତା ସଭା, ସ୍ଥାନ: ଟାଉନ ହଲ, ସମୟ: ପୂର୍ବାହ୍ନ ୧୧ଟା	[8, 1406, 222, 1443]
zodiac-icon: ♋	[1141, 764, 1199, 822]
sign-badge	[1125, 734, 1215, 822]
sign-badge	[1125, 574, 1215, 662]
event-item: ▪ କାରିଗରୀ ଶିକ୍ଷା ମେଳା, ସ୍ଥାନ: ଏନଆଇଟି ରାଉରକେଲା, ସମୟ: ପୂର୍ବାହ୍ନ ୧୦ଟା	[896, 1427, 1110, 1464]
sign-prediction: କର୍ମକ୍ଷେତ୍ରରେ ଦାୟିତ୍ୱ ବୃଦ୍ଧି ପାଇବ। ଆର୍ଥିକ ଲେଣଦେଣରେ ସତର୍କ ରୁହନ୍ତୁ। ପରିବାରର ସହଯୋଗ ମିଳିବ। ଜମି ସମ୍ପତ୍ତି ସମ୍ବନ୍ଧୀୟ ବିବାଦର ସମାଧାନ ହେବ। ସ୍ୱାସ୍ଥ୍ୟ ଭଲ ରହିବ।	[1223, 1037, 1466, 1106]
sign-badge	[1125, 1534, 1215, 1622]
event-item: ▪ ପଞ୍ଚାୟତିରାଜ ଦିବସ ଓ ବିଜୁ ପଟ୍ଟନାୟକଙ୍କ ଜୟନ୍ତୀ, ସ୍ଥାନ: ହିନ୍ଦୋଳ, ସମୟ: ପୂର୍ବାହ୍ନ ୧୧ଟା	[452, 1009, 666, 1065]
event-item: ▪ ଶ୍ରୀ ରଘୁନାଥ ଜୀଉଙ୍କ ମନ୍ଦିରରେ ଭାଗବତ ପାଠ, ସ୍ଥାନ: ଢେଙ୍କାନାଳ, ସମୟ: ପୂର୍ବାହ୍ନ ୯ଟା	[452, 894, 666, 950]
event-item: ▪ ପ୍ରବାଦ ପୁରୁଷ ବିଜୁ ପଟ୍ଟନାୟକଙ୍କ ଜୟନ୍ତୀ ଅବସରରେ ତାଙ୍କ ପ୍ରତିମୂର୍ତ୍ତିରେ ମାଲ୍ୟାର୍ପଣ, ସ୍ଥାନ: ବିଜୁ ପଟ୍ଟନାୟକ ପାର୍କ, ସମୟ: ସକାଳ ୮ଟା	[8, 219, 222, 293]
event-item: ▪ ମହିଳା ସଶକ୍ତିକରଣ ସଭା, ସ୍ଥାନ: ସୋହେଲା, ସମୟ: ପୂର୍ବାହ୍ନ ୧୧ଟା	[896, 1014, 1110, 1051]
event-item: ▪ ପ୍ରବାଦ ପୁରୁଷ ବିଜୁ ପଟ୍ଟନାୟକଙ୍କ ଜୟନ୍ତୀ ଅବସରରେ ମାଲ୍ୟାର୍ପଣ କାର୍ଯ୍ୟକ୍ରମ, ସ୍ଥାନ: ଗ୍ରାଣ୍ଡ ରୋଡ, ସମୟ: ପୂର୍ବାହ୍ନ ୧୦ଟା	[230, 1012, 444, 1086]
horoscope-title: ଆଜିର ରାଶିଫଳ	[1125, 128, 1470, 172]
astrologer-address: ମଙ୍ଗଳାପୁରସ୍ଥିତ ଶାସନ, କାମୁଡ଼ା, ଗଞ୍ଜାମ	[1203, 195, 1392, 209]
column-divider	[891, 185, 892, 2285]
dateline	[220, 18, 435, 74]
event-item: ▪ ଜିଲ୍ଲାସ୍ତରୀୟ ପଞ୍ଚାୟତିରାଜ ଦିବସ, ସ୍ଥାନ: ଜିଲ୍ଲା ପରିଷଦ ସଭାଗୃହ, ସମୟ: ପୂର୍ବାହ୍ନ ୧୧ଟା	[896, 803, 1110, 859]
event-item: ▪ ପଞ୍ଚାୟତିରାଜ ଦିବସ ଓ ଲୋକ ସେବା ଦିବସ ପାଳନ, ସ୍ଥାନ: ପାପଡ଼ାହାଣ୍ଡି, ସମୟ: ପୂର୍ବାହ୍ନ ୧୧ଟା	[674, 837, 888, 893]
sign-badge	[1125, 2014, 1215, 2102]
masthead	[0, 0, 1476, 100]
sign-badge	[1125, 1374, 1215, 1462]
horoscope-entry	[1125, 1036, 1470, 1186]
district-heading: ଭଦ୍ରକ	[452, 434, 518, 460]
event-item: ▪ ସମୁଦ୍ରତଟ ପରିଷ୍କାର ଅଭିଯାନ, ସ୍ଥାନ: ସ୍ୱର୍ଗଦ୍ୱାର, ସମୟ: ସକାଳ ୭ଟା	[230, 1185, 444, 1222]
event-list	[674, 329, 888, 463]
column-divider	[225, 185, 226, 2285]
sign-prediction: ଦେଶ ବିଦେଶ ଯାତ୍ରା ଯୋଗ ଅଛି। ପ୍ରଶାସନିକ କ୍ଷେତ୍ରରେ ସଫଳତା ମିଳିବ। ବ୍ୟବସାୟ ବୃଦ୍ଧି ପାଇବ। ଆଧ୍ୟାତ୍ମିକ କାର୍ଯ୍ୟରେ ରୁଚି ବଢ଼ିବ। ସାମାଜିକ ପ୍ରତିଷ୍ଠା ବୃଦ୍ଧି ପାଇବ।	[1223, 877, 1461, 946]
event-item: ▪ ବାଲୁଗାଁ ପର୍ଯ୍ୟଟନ ମହୋତ୍ସବ, ସ୍ଥାନ: ଚିଲିକା କୂଳ, ସମୟ: ସନ୍ଧ୍ୟା ୬ଟା	[452, 392, 666, 429]
horoscope-entry	[1125, 716, 1470, 866]
event-item: ▪ ଆଦିବାସୀ ମେଳା ଓ ହସ୍ତଶିଳ୍ପ ପ୍ରଦର୍ଶନୀ, ସ୍ଥାନ: ବିଷମକଟକ, ସମୟ: ପୂର୍ବାହ୍ନ ୧୧ଟା	[674, 426, 888, 463]
horoscope-panel	[1125, 128, 1470, 2208]
event-list	[8, 1105, 222, 1315]
event-item: ▪ ଶ୍ରୀ ଶ୍ରୀ ଚଣ୍ଡୀ ମନ୍ଦିର ପରିସରରେ ଭକ୍ତି ସଙ୍ଗୀତ, ସ୍ଥାନ: ଚଣ୍ଡୀ ମନ୍ଦିର, ସମୟ: ସନ୍ଧ୍ୟା ୭ଟା	[8, 785, 222, 841]
event-item: ▪ ବିଜୁ ଜୟନ୍ତୀ ଉପଲକ୍ଷେ ଫୁଟବଲ ଟୁର୍ଣ୍ଣାମେଣ୍ଟ, ସ୍ଥାନ: ଷ୍ଟାଡିୟମ, ସମୟ: ଅପରାହ୍ନ ୩ଟା	[230, 603, 444, 659]
color-dots	[394, 2316, 454, 2328]
horoscope-entry	[1125, 1516, 1470, 1666]
district-heading: କଟକ	[8, 681, 56, 706]
seal-subtitle: Years	[114, 62, 136, 72]
event-item: ▪ କଳିଙ୍ଗ କପ ଫୁଟବଲ ଟୁର୍ଣ୍ଣାମେଣ୍ଟ, ସ୍ଥାନ: ଜଟଣୀ, ସମୟ: ଅପରାହ୍ନ ୩ଟା	[452, 353, 666, 390]
event-list	[8, 1348, 222, 1500]
event-list	[452, 185, 666, 222]
event-item: ▪ ପଞ୍ଚାୟତିରାଜ ଦିବସ ପାଳନ, ସ୍ଥାନ: ବଣାଇ, ସମୟ: ପୂର୍ବାହ୍ନ ୧୧ଟା	[896, 1143, 1110, 1180]
district-heading: ଢେଙ୍କାନାଳ	[452, 866, 552, 891]
page-header	[1246, 14, 1446, 80]
zodiac-icon: ♐	[1141, 1564, 1199, 1622]
header-rule	[0, 98, 1476, 100]
event-list	[896, 295, 1110, 486]
event-item: ▪ ଜିଲ୍ଲାସ୍ତରୀୟ ପଞ୍ଚାୟତିରାଜ ଦିବସ ପାଳନ, ସ୍ଥାନ: ଛେଣ୍ଡିପଦା, ସମୟ: ପୂର୍ବାହ୍ନ ୧୧ଟା	[452, 1273, 666, 1310]
event-item: ▪ ବିଜୁ ଜୟନ୍ତୀ ଓ ଖେଳ ଦିବସ, ସ୍ଥାନ: ଉତ୍କଳ ବିଶ୍ୱବିଦ୍ୟାଳୟ, ସମୟ: ପୂର୍ବାହ୍ନ ୧୧ଟା	[230, 245, 444, 301]
district-heading: ଜଗତସିଂହପୁର	[8, 1076, 122, 1102]
event-list	[230, 185, 444, 358]
zodiac-icon: ♉	[1141, 444, 1199, 502]
event-item: ▪ ପଞ୍ଚାୟତିରାଜ ଦିବସ ପାଳନ, ସ୍ଥାନ: ଚାନ୍ଦବାଲି, ସମୟ: ପୂର୍ବାହ୍ନ ୧୦ଟା	[452, 559, 666, 596]
event-item: ▪ ବିଶ୍ୱ ମହିଳା ଦିବସ ଅବସରରେ ସମ୍ମାନ ସମାରୋହ, ସ୍ଥାନ: କୋଣାର୍କ, ସମୟ: ଅପରାହ୍ନ ୩ଟା	[230, 1281, 444, 1337]
event-item: ▪ ପଞ୍ଚାୟତିରାଜ ଦିବସ ଓ ଲୋକସେବା ଦିବସ, ସ୍ଥାନ: ଟିଟିଲାଗଡ଼, ସମୟ: ପୂର୍ବାହ୍ନ ୧୧ଟା	[674, 1413, 888, 1450]
event-item: ▪ ପଞ୍ଚାୟତିରାଜ ଦିବସ ପାଳନ ସଭା, ସ୍ଥାନ: ଧାମନଗର, ସମୟ: ପୂର୍ବାହ୍ନ ୧୧ଟା	[452, 598, 666, 635]
sign-name: ମିଥୁନ	[1125, 574, 1215, 596]
sign-badge	[1125, 1694, 1215, 1782]
district-heading: ମାଲକାନଗିରି	[674, 955, 785, 981]
district-heading: ଭୁବନେଶ୍ୱର	[8, 191, 117, 216]
event-list	[8, 219, 222, 675]
seal-brand: ଧରିତ୍ରୀ	[103, 24, 147, 41]
horoscope-entry	[1125, 396, 1470, 546]
event-item: ▪ ବିଜୁ ପଟ୍ଟନାୟକଙ୍କ ଜୟନ୍ତୀ ଅବସରରେ ପ୍ରତିମୂର୍ତ୍ତିରେ ମାଲ୍ୟାର୍ପଣ, ସ୍ଥାନ: କେନ୍ଦୁଝରଗଡ଼, ସମୟ: ସକାଳ ୮ଟା	[452, 669, 666, 725]
event-item: ▪ ମହିଳା ଦିବସ ଉପଲକ୍ଷେ ମ୍ୟାରାଥନ, ସ୍ଥାନ: ଉଦିତନଗର, ସମୟ: ସକାଳ ୬ଟା	[896, 1388, 1110, 1425]
event-item: ▪ ବିଜୁ ଜୟନ୍ତୀ ପାଳନ, ସ୍ଥାନ: ଖଣ୍ଡଗିରି ବ୍ଲକ କାର୍ଯ୍ୟାଳୟ, ସମୟ: ସକାଳ ୧୦ଟା	[230, 206, 444, 243]
event-item: ▪ ଜୟପୁର ଜିଲ୍ଲାପାଳଙ୍କ ଅଭିଯୋଗ ଶୁଣାଣି, ସ୍ଥାନ: କୋରାପୁଟ, ସମୟ: ପୂର୍ବାହ୍ନ ୧୧ଟା	[674, 536, 888, 592]
event-item: ▪ ଜିଲ୍ଲା ପ୍ରେସ କ୍ଲବ ପକ୍ଷରୁ ଜନସ୍ୱାସ୍ଥ୍ୟ ଶିବିର, ସ୍ଥାନ: ଖୋର୍ଦ୍ଧା ସହର, ସମୟ: ସକାଳ ୧୦ଟା	[452, 256, 666, 312]
event-item: ▪ ଗୋନାସିକା ପର୍ଯ୍ୟଟନ ଉତ୍ସବ, ସ୍ଥାନ: ଗୋନାସିକା, ସମୟ: ସନ୍ଧ୍ୟା ୫ଟା	[452, 823, 666, 860]
event-list	[674, 984, 888, 1097]
event-item: ▪ ବିଜୁ ପଟ୍ଟନାୟକଙ୍କ ପ୍ରତିମୂର୍ତ୍ତିରେ ମାଲ୍ୟାର୍ପଣ, ସ୍ଥାନ: ରାଜଗାଙ୍ଗପୁର, ସମୟ: ସକାଳ ୮ଟା	[896, 1085, 1110, 1141]
sign-prediction: ଦିନ ଶୁଭଦାୟକ। କର୍ମକ୍ଷେତ୍ରରେ ଉନ୍ନତି ହେବ। ପ୍ରିୟଜନଙ୍କ ସାକ୍ଷାତ ହେବ। ଶିକ୍ଷାର୍ଥୀମାନେ ସଫଳ ହେବେ। ବାଣିଜ୍ୟ ଓ ଶିଳ୍ପକ୍ଷେତ୍ରରେ ଲାଭ ହେବ। ଧାର୍ମିକ କାର୍ଯ୍ୟରେ ଅଂଶଗ୍ରହଣ କରିବେ।	[1223, 1197, 1466, 1266]
district-heading: ସମ୍ବଲପୁର	[674, 1102, 773, 1128]
event-item: ▪ ବିନିକା ଓ ଡୁଙ୍ଗୁରିପାଲିରେ ବିଜୁ ଜୟନ୍ତୀ ପାଳନ, ସ୍ଥାନ: ବ୍ଲକ ପରିସର, ସମୟ: ପୂର୍ବାହ୍ନ ୧୦ଟା	[896, 334, 1110, 390]
district-heading: ରାୟଗଡ଼ା	[674, 301, 748, 326]
district-heading: ସୁନ୍ଦରଗଡ଼	[896, 1057, 977, 1082]
event-item: ▪ କୃଷକ ମେଳା ଓ ପ୍ରଦର୍ଶନୀ, ସ୍ଥାନ: ପାଟଣାଗଡ଼, ସମୟ: ପୂର୍ବାହ୍ନ ୧୦ଟା	[674, 1452, 888, 1489]
event-list	[896, 1085, 1110, 1258]
event-list	[452, 669, 666, 860]
sign-prediction: ଦୀର୍ଘଦିନର ସମସ୍ୟାର ସମାଧାନ ହେବ। ଆର୍ଥିକ ଲାଭ ଯୋଗ ଅଛି। ସହକର୍ମୀଙ୍କ ସହ ସମ୍ପର୍କ ଭଲ ରହିବ। ମାତାଙ୍କ ସ୍ୱାସ୍ଥ୍ୟ ପ୍ରତି ଧ୍ୟାନ ଦିଅନ୍ତୁ। ପ୍ରତିଯୋଗିତାରେ ବିଜୟ ମିଳିବ।	[1223, 717, 1454, 786]
page-number: ୬	[1410, 14, 1446, 79]
